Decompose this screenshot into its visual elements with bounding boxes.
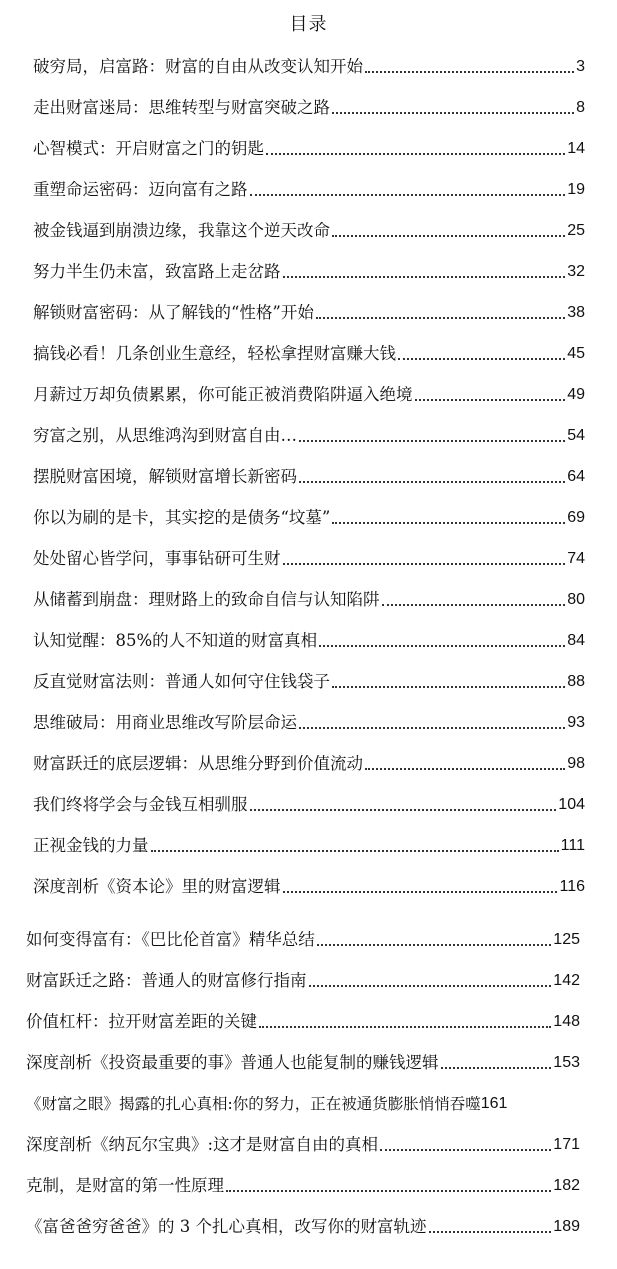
dot-leader: [250, 809, 557, 811]
dot-leader: [332, 235, 565, 237]
dot-leader: [259, 1026, 551, 1028]
toc-entry[interactable]: [33, 424, 585, 448]
dot-leader: [151, 850, 559, 852]
toc-entry-title: 价值杠杆：拉开财富差距的关键: [26, 1012, 257, 1031]
dot-leader: [365, 768, 565, 770]
toc-entry-page: 54: [567, 427, 585, 444]
toc-entry-title: 心智模式：开启财富之门的钥匙: [33, 139, 264, 158]
toc-entry-title: 深度剖析《投资最重要的事》普通人也能复制的赚钱逻辑: [26, 1053, 439, 1072]
toc-entry-page: 45: [567, 345, 585, 362]
toc-entry-page: 14: [567, 140, 585, 157]
toc-entry-page: 104: [558, 796, 585, 813]
toc-entry-page: 84: [567, 632, 585, 649]
toc-entry-title: 《财富之眼》揭露的扎心真相:你的努力，正在被通货膨胀悄悄吞噬: [26, 1095, 481, 1113]
dot-leader: [332, 686, 565, 688]
toc-entry-title: 你以为刷的是卡，其实挖的是债务“坟墓”: [33, 508, 331, 527]
dot-leader: [332, 112, 574, 114]
toc-entry-title: 如何变得富有：《巴比伦首富》精华总结: [26, 930, 315, 949]
dot-leader: [415, 399, 566, 401]
toc-entry-page: 69: [567, 509, 585, 526]
toc-entry[interactable]: [33, 219, 585, 243]
dot-leader: [309, 985, 552, 987]
toc-entry[interactable]: [33, 711, 585, 735]
toc-entry[interactable]: [33, 793, 585, 817]
toc-entry[interactable]: [33, 96, 585, 120]
toc-entry-page: 142: [553, 972, 580, 989]
toc-entry-title: 解锁财富密码：从了解钱的“性格”开始: [33, 303, 314, 322]
dot-leader: [299, 727, 565, 729]
dot-leader: [441, 1067, 552, 1069]
toc-entry-page: 49: [567, 386, 585, 403]
toc-entry-title: 重塑命运密码：迈向富有之路: [33, 180, 248, 199]
dot-leader: [365, 71, 574, 73]
toc-entry[interactable]: [33, 465, 585, 489]
toc-entry[interactable]: [26, 1092, 600, 1116]
toc-entry-title: 穷富之别，从思维鸿沟到财富自由…: [33, 426, 297, 445]
toc-entry-page: 93: [567, 714, 585, 731]
toc-entry[interactable]: [33, 55, 585, 79]
dot-leader: [319, 645, 565, 647]
toc-entry[interactable]: [33, 301, 585, 325]
toc-entry[interactable]: [26, 1010, 580, 1034]
toc-entry[interactable]: [33, 834, 585, 858]
toc-entry-title: 搞钱必看！几条创业生意经，轻松拿捏财富赚大钱: [33, 344, 396, 363]
toc-entry-page: 189: [553, 1218, 580, 1235]
toc-entry-title: 努力半生仍未富，致富路上走岔路: [33, 262, 281, 281]
toc-entry-page: 153: [553, 1054, 580, 1071]
toc-entry[interactable]: [33, 178, 585, 202]
toc-entry-title: 月薪过万却负债累累，你可能正被消费陷阱逼入绝境: [33, 385, 413, 404]
toc-entry[interactable]: [26, 1133, 580, 1157]
dot-leader: [283, 276, 566, 278]
toc-entry-title: 被金钱逼到崩溃边缘，我靠这个逆天改命: [33, 221, 330, 240]
toc-entry[interactable]: [33, 752, 585, 776]
toc-entry-page: 32: [567, 263, 585, 280]
toc-entry[interactable]: [26, 1215, 580, 1239]
toc-entry[interactable]: [33, 342, 585, 366]
dot-leader: [283, 891, 558, 893]
toc-entry[interactable]: [33, 506, 585, 530]
dot-leader: [398, 358, 565, 360]
toc-entry[interactable]: [26, 1051, 580, 1075]
toc-entry-title: 处处留心皆学问，事事钻研可生财: [33, 549, 281, 568]
dot-leader: [332, 522, 565, 524]
toc-entry-page: 38: [567, 304, 585, 321]
dot-leader: [266, 153, 565, 155]
toc-entry[interactable]: [26, 969, 580, 993]
toc-entry-title: 破穷局，启富路：财富的自由从改变认知开始: [33, 57, 363, 76]
toc-entry-title: 财富跃迁之路：普通人的财富修行指南: [26, 971, 307, 990]
toc-entry[interactable]: [33, 137, 585, 161]
toc-entry[interactable]: [33, 383, 585, 407]
toc-entry-title: 财富跃迁的底层逻辑：从思维分野到价值流动: [33, 754, 363, 773]
toc-entry-title: 走出财富迷局：思维转型与财富突破之路: [33, 98, 330, 117]
toc-entry[interactable]: [33, 670, 585, 694]
toc-entry-page: 171: [553, 1136, 580, 1153]
dot-leader: [299, 440, 565, 442]
toc-entry-page: 161: [480, 1095, 508, 1112]
toc-entry-page: 74: [567, 550, 585, 567]
toc-entry[interactable]: [26, 928, 580, 952]
toc-entry-page: 80: [567, 591, 585, 608]
toc-entry-page: 3: [576, 58, 585, 75]
dot-leader: [250, 194, 566, 196]
dot-leader: [429, 1231, 552, 1233]
toc-entry-title: 克制，是财富的第一性原理: [26, 1176, 224, 1195]
toc-entry-page: 25: [567, 222, 585, 239]
toc-entry-page: 98: [567, 755, 585, 772]
toc-entry-title: 摆脱财富困境，解锁财富增长新密码: [33, 467, 297, 486]
toc-entry-title: 思维破局：用商业思维改写阶层命运: [33, 713, 297, 732]
dot-leader: [317, 944, 552, 946]
toc-entry-title: 我们终将学会与金钱互相驯服: [33, 795, 248, 814]
toc-entry[interactable]: [33, 588, 585, 612]
toc-entry-title: 从储蓄到崩盘：理财路上的致命自信与认知陷阱: [33, 590, 380, 609]
dot-leader: [283, 563, 566, 565]
toc-entry-page: 64: [567, 468, 585, 485]
toc-entry-page: 148: [553, 1013, 580, 1030]
toc-entry-page: 88: [567, 673, 585, 690]
toc-entry-page: 125: [553, 931, 580, 948]
toc-entry-title: 《富爸爸穷爸爸》的 3 个扎心真相，改写你的财富轨迹: [26, 1217, 427, 1236]
toc-entry[interactable]: [33, 875, 585, 899]
toc-entry-title: 反直觉财富法则：普通人如何守住钱袋子: [33, 672, 330, 691]
dot-leader: [299, 481, 565, 483]
toc-entry-title: 认知觉醒：85%的人不知道的财富真相: [33, 631, 318, 650]
dot-leader: [316, 317, 565, 319]
toc-entry-title: 深度剖析《资本论》里的财富逻辑: [33, 877, 281, 896]
dot-leader: [380, 1149, 551, 1151]
toc-entry-page: 111: [560, 837, 585, 854]
toc-entry-page: 116: [559, 878, 585, 895]
toc-entry-page: 19: [567, 181, 585, 198]
toc-entry[interactable]: [33, 629, 585, 653]
toc-entry-title: 深度剖析《纳瓦尔宝典》:这才是财富自由的真相: [26, 1135, 379, 1154]
toc-entry[interactable]: [26, 1174, 580, 1198]
toc-entry-page: 182: [553, 1177, 580, 1194]
toc-entry[interactable]: [33, 547, 585, 571]
toc-entry[interactable]: [33, 260, 585, 284]
dot-leader: [382, 604, 566, 606]
toc-entry-title: 正视金钱的力量: [33, 836, 149, 855]
dot-leader: [226, 1190, 551, 1192]
toc-title: 目录: [289, 14, 328, 35]
toc-entry-page: 8: [576, 99, 585, 116]
